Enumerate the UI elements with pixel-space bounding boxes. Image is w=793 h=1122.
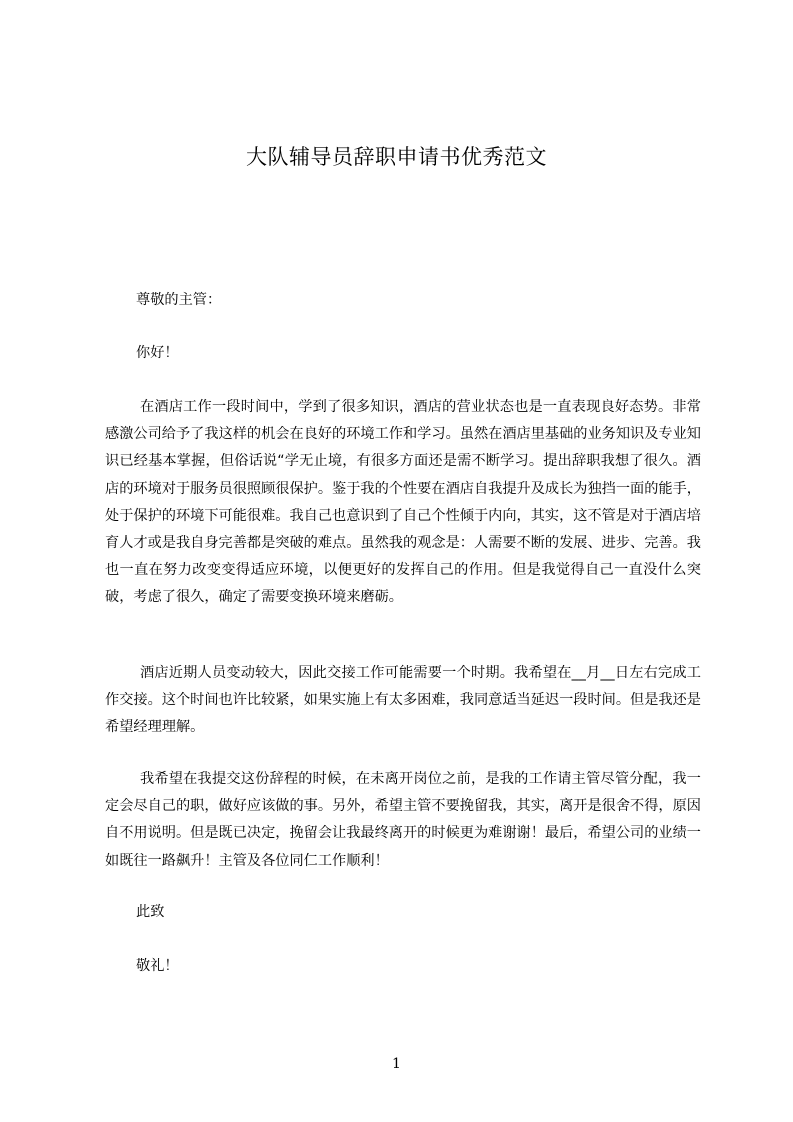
page-number: 1 xyxy=(392,1056,401,1072)
salutation: 尊敬的主管： xyxy=(136,292,222,308)
closing-line: 此致 xyxy=(136,904,165,920)
page-title: 大队辅导员辞职申请书优秀范文 xyxy=(246,145,547,169)
closing-regards: 敬礼！ xyxy=(136,958,179,974)
body-paragraph: 我希望在我提交这份辞程的时候，在未离开岗位之前，是我的工作请主管尽管分配，我一定会尽自己的职，做好应该做的事。另外，希望主管不要挽留我，其实，离开是很舍不得，原因自不用说明。但是既已决定，挽留会让我最终离开的时候更为难谢谢！最后，希望公司的业绩一如既往一路飙升！主管及各位同仁工作顺利！ xyxy=(105,771,701,869)
greeting: 你好！ xyxy=(136,345,179,361)
body-paragraph: 在酒店工作一段时间中，学到了很多知识，酒店的营业状态也是一直表现良好态势。非常感激公司给予了我这样的机会在良好的环境工作和学习。虽然在酒店里基础的业务知识及专业知识已经基本掌握，但俗话说“学无止境，有很多方面还是需不断学习。提出辞职我想了很久。酒店的环境对于服务员很照顾很保护。鉴于我的个性要在酒店自我提升及成长为独挡一面的能手，处于保护的环境下可能很难。我自己也意识到了自己个性倾于内向，其实，这不管是对于酒店培育人才或是我自身完善都是突破的难点。虽然我的观念是：人需要不断的发展、进步、完善。我也一直在努力改变变得适应环境，以便更好的发挥自己的作用。但是我觉得自己一直没什么突破，考虑了很久，确定了需要变换环境来磨砺。 xyxy=(105,399,701,606)
body-paragraph: 酒店近期人员变动较大，因此交接工作可能需要一个时期。我希望在__月__日左右完成工作交接。这个时间也许比较紧，如果实施上有太多困难，我同意适当延迟一段时间。但是我还是希望经理理解。 xyxy=(105,665,701,736)
